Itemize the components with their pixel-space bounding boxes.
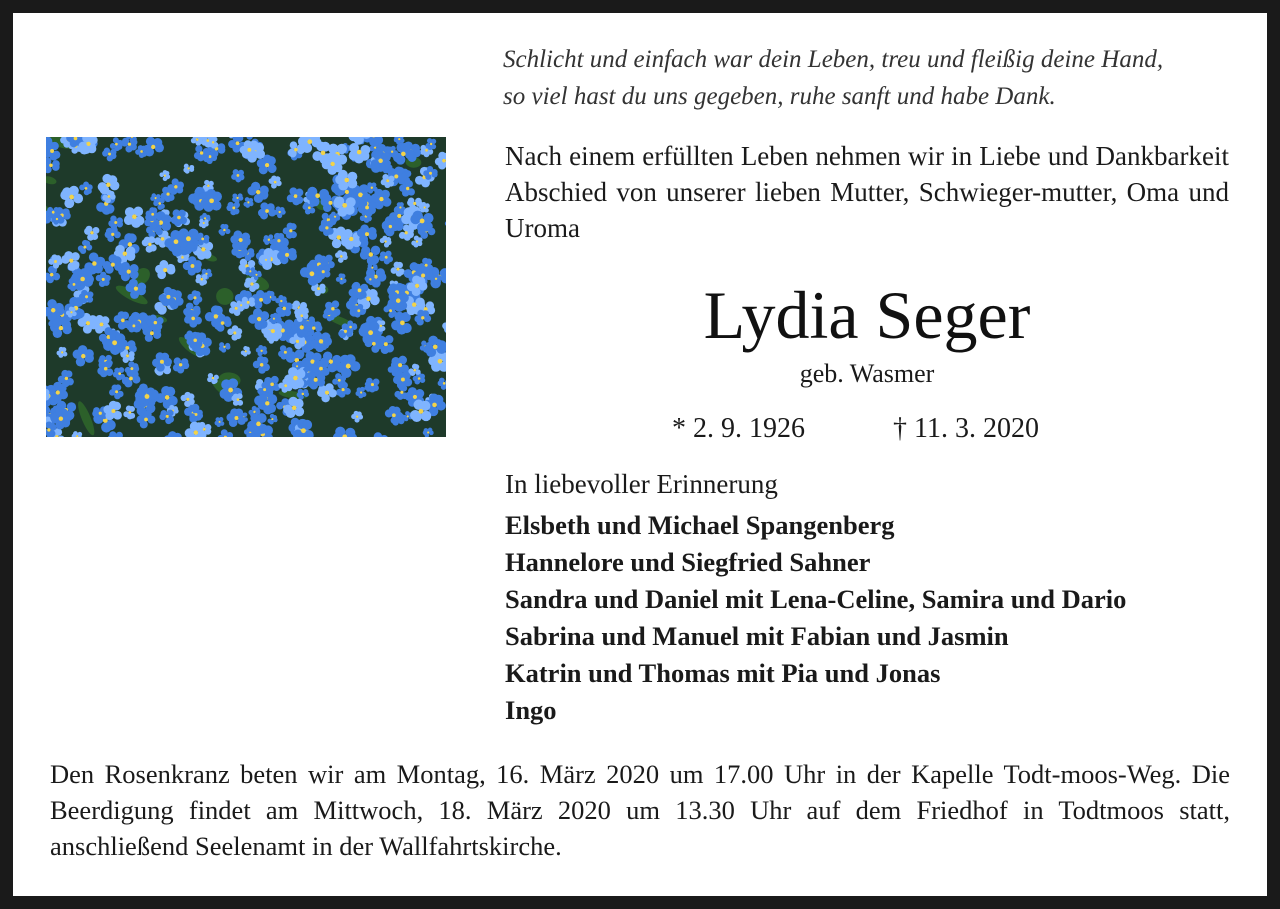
mourner-entry: Hannelore und Siegfried Sahner [505, 547, 871, 577]
birth-date: * 2. 9. 1926 [672, 413, 805, 444]
obituary-notice [13, 13, 1267, 896]
flower-blossom [171, 209, 187, 226]
poem-line-2: so viel hast du uns gegeben, ruhe sanft und habe Dank. [503, 83, 1056, 110]
birth-name: geb. Wasmer [799, 359, 935, 388]
forget-me-not-photo [46, 137, 446, 437]
mourners-list [505, 507, 1245, 729]
deceased-name: Lydia Seger [703, 277, 1031, 353]
mourner-entry: Katrin und Thomas mit Pia und Jonas [505, 658, 941, 688]
mourner-entry: Sabrina und Manuel mit Fabian und Jasmin [505, 621, 1009, 651]
flower-image [46, 137, 446, 437]
mourner-entry: Sandra und Daniel mit Lena-Celine, Samira und Dario [505, 584, 1127, 614]
mourner-entry: Elsbeth und Michael Spangenberg [505, 510, 895, 540]
flower-blossom [127, 319, 141, 332]
intro-text: Nach einem erfüllten Leben nehmen wir in Liebe und Dankbarkeit Abschied von unserer lieben Mutter, Schwieger-mutter, Oma und Uroma [505, 141, 1229, 243]
flower-blossom [263, 234, 274, 245]
memorial-poem [503, 41, 1263, 115]
memory-line: In liebevoller Erinnerung [505, 469, 778, 499]
mourner-entry: Ingo [505, 695, 557, 725]
death-date: † 11. 3. 2020 [893, 413, 1039, 444]
service-details: Den Rosenkranz beten wir am Montag, 16. März 2020 um 17.00 Uhr in der Kapelle Todt-moos-Weg. Die Beerdigung findet am Mittwoch, 18. März 2020 um 13.30 Uhr auf dem Friedhof in Todtmoos statt, anschließend Seelenamt in der Wallfahrtskirche. [50, 759, 1230, 861]
poem-line-1: Schlicht und einfach war dein Leben, treu und fleißig deine Hand, [503, 46, 1164, 73]
